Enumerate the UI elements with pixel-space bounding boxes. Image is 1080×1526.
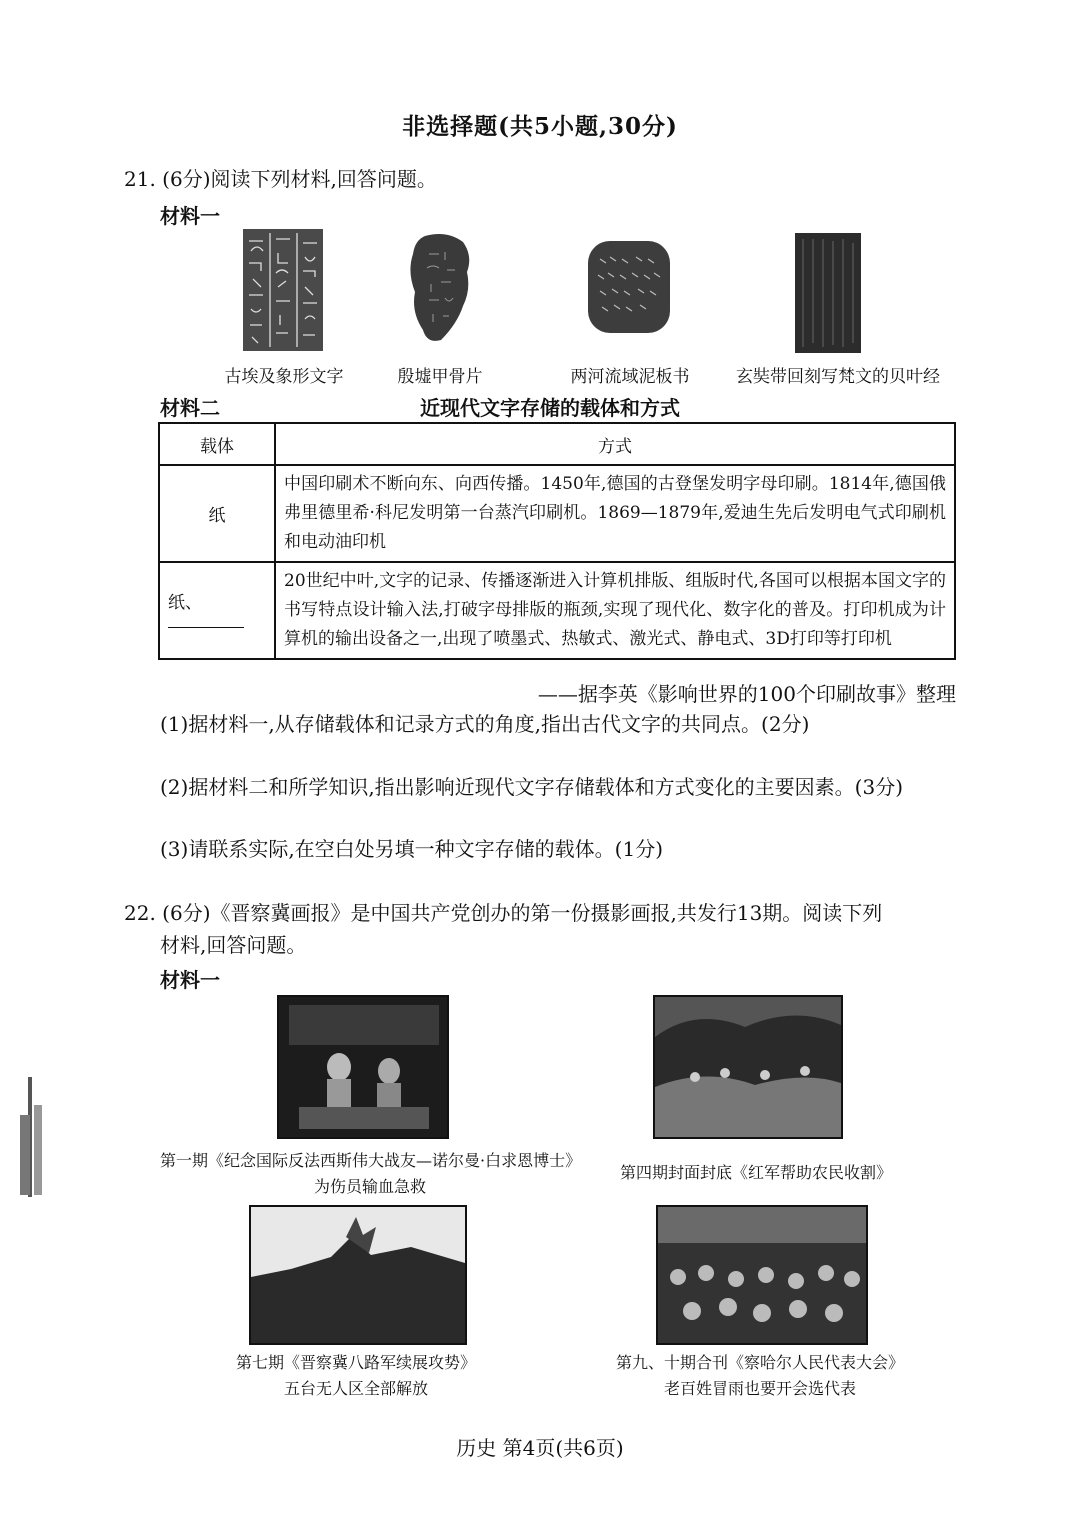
photo-caption: 老百姓冒雨也要开会选代表 — [663, 1379, 856, 1398]
q22-stem: 22. (6分)《晋察冀画报》是中国共产党创办的第一份摄影画报,共发行13期。阅读下列 — [124, 901, 883, 925]
photo-caption: 第九、十期合刊《察哈尔人民代表大会》 — [615, 1353, 904, 1372]
q21-sub-question: (3)请联系实际,在空白处另填一种文字存储的载体。(1分) — [160, 837, 664, 861]
section-title: 非选择题(共5小题,30分) — [402, 113, 678, 140]
photo-caption: 第七期《晋察冀八路军续展攻势》 — [235, 1353, 476, 1372]
artifact-caption: 两河流域泥板书 — [570, 367, 690, 387]
q21-material1-label: 材料一 — [160, 204, 220, 228]
q21-material2-title: 近现代文字存储的载体和方式 — [420, 396, 680, 420]
photo-eighth-route-offensive — [249, 1205, 467, 1345]
artifact-caption: 玄奘带回刻写梵文的贝叶经 — [736, 367, 940, 387]
q21-sub-question: (1)据材料一,从存储载体和记录方式的角度,指出古代文字的共同点。(2分) — [160, 712, 810, 736]
hieroglyph-stele-image — [243, 229, 323, 351]
method-cell: 中国印刷术不断向东、向西传播。1450年,德国的古登堡发明字母印刷。1814年,德国俄弗里德里希·科尼发明第一台蒸汽印刷机。1869—1879年,爱迪生先后发明电气式印刷机和电动油印机 — [275, 465, 955, 562]
table-row — [159, 562, 955, 659]
table-row — [159, 465, 955, 562]
photo-caption: 第一期《纪念国际反法西斯伟大战友—诺尔曼·白求恩博士》 — [160, 1151, 582, 1170]
carrier-cell: 纸 — [159, 465, 275, 562]
q21-material2-label: 材料二 — [160, 396, 220, 420]
table-header: 载体 — [159, 423, 275, 465]
page-footer: 历史 第4页(共6页) — [456, 1436, 624, 1460]
photo-chahar-congress — [656, 1205, 868, 1345]
artifact-caption: 殷墟甲骨片 — [397, 367, 483, 387]
binding-mark — [14, 1075, 50, 1200]
clay-tablet-image — [586, 237, 672, 337]
photo-caption: 为伤员输血急救 — [313, 1177, 426, 1196]
photo-caption: 第四期封面封底《红军帮助农民收割》 — [619, 1163, 892, 1182]
answer-blank[interactable] — [168, 613, 244, 628]
carrier-table — [158, 422, 956, 660]
source-citation: ——据李英《影响世界的100个印刷故事》整理 — [537, 682, 956, 706]
photo-bethune-transfusion — [277, 995, 449, 1139]
photo-caption: 五台无人区全部解放 — [283, 1379, 428, 1398]
q22-material1-label: 材料一 — [160, 968, 220, 992]
artifact-caption: 古埃及象形文字 — [224, 367, 344, 387]
photo-red-army-harvest — [653, 995, 843, 1139]
q21-sub-question: (2)据材料二和所学知识,指出影响近现代文字存储载体和方式变化的主要因素。(3分) — [160, 775, 904, 799]
method-cell: 20世纪中叶,文字的记录、传播逐渐进入计算机排版、组版时代,各国可以根据本国文字的书写特点设计输入法,打破字母排版的瓶颈,实现了现代化、数字化的普及。打印机成为计算机的输出设备之一,出现了喷墨式、热敏式、激光式、静电式、3D打印等打印机 — [275, 562, 955, 659]
carrier-text: 纸、 — [168, 593, 202, 613]
q22-stem-continued: 材料,回答问题。 — [160, 933, 307, 957]
table-header: 方式 — [275, 423, 955, 465]
palm-leaf-sutra-image — [795, 233, 861, 353]
q21-stem: 21. (6分)阅读下列材料,回答问题。 — [124, 167, 437, 191]
oracle-bone-image — [405, 232, 475, 344]
carrier-cell — [159, 562, 275, 659]
